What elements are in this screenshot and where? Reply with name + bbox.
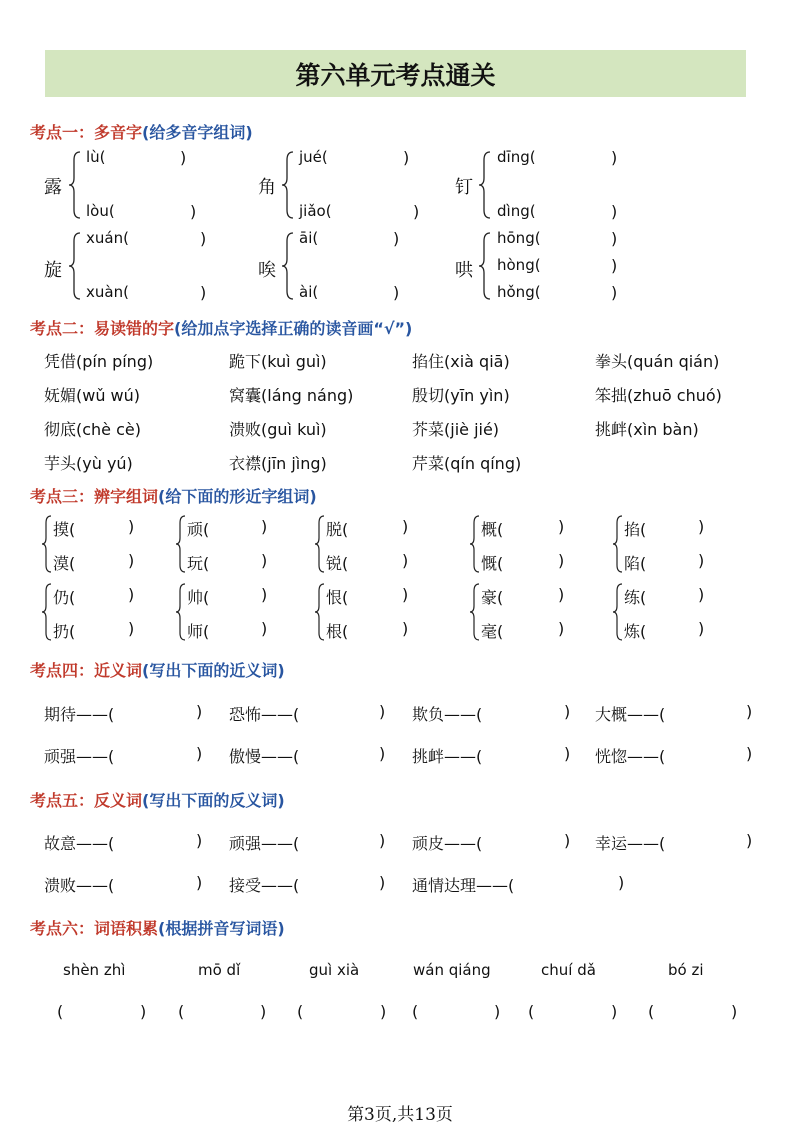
close-paren: ) xyxy=(261,517,268,536)
pronunciation-item: 妩媚(wǔ wú) xyxy=(44,386,141,405)
antonym-item: 幸运——( xyxy=(595,834,666,853)
close-paren: ) xyxy=(128,585,135,604)
close-paren: ) xyxy=(731,1002,738,1021)
close-paren: ) xyxy=(380,1002,387,1021)
section-instruction: (根据拼音写词语) xyxy=(158,919,285,938)
close-paren: ) xyxy=(413,202,420,221)
close-paren: ) xyxy=(379,702,386,721)
close-paren: ) xyxy=(379,831,386,850)
pronunciation-item: 芋头(yù yú) xyxy=(44,454,133,473)
pinyin-prompt: wán qiáng xyxy=(413,961,491,979)
brace-icon xyxy=(315,582,325,642)
page-footer: 第3页,共13页 xyxy=(347,1105,453,1125)
pronunciation-item: 挑衅(xìn bàn) xyxy=(595,420,699,439)
reading: hōng( xyxy=(497,229,541,247)
reading: xuán( xyxy=(86,229,129,247)
close-paren: ) xyxy=(402,517,409,536)
section-instruction: (写出下面的近义词) xyxy=(142,661,285,680)
pinyin-prompt: guì xià xyxy=(309,961,360,979)
pronunciation-item: 溃败(guì kuì) xyxy=(229,420,327,439)
section-label: 考点一：多音字 xyxy=(30,123,143,142)
section-instruction: (给加点字选择正确的读音画“√”) xyxy=(174,319,413,338)
close-paren: ) xyxy=(564,744,571,763)
close-paren: ) xyxy=(618,873,625,892)
pinyin-prompt: bó zi xyxy=(668,961,704,979)
close-paren: ) xyxy=(698,585,705,604)
section-1-heading xyxy=(30,120,253,143)
section-3-heading xyxy=(30,484,317,507)
answer-blank[interactable]: ( xyxy=(412,1002,419,1021)
brace-icon xyxy=(281,150,295,220)
similar-char: 摸( xyxy=(53,520,76,539)
brace-icon xyxy=(470,582,480,642)
similar-char: 豪( xyxy=(481,588,504,607)
pronunciation-item: 芥菜(jiè jié) xyxy=(412,420,500,439)
reading: hǒng( xyxy=(497,283,541,301)
page-title: 第六单元考点通关 xyxy=(295,60,496,90)
synonym-item: 恐怖——( xyxy=(229,705,300,724)
close-paren: ) xyxy=(698,517,705,536)
polyphone-char: 哄 xyxy=(455,260,473,281)
close-paren: ) xyxy=(196,873,203,892)
brace-icon xyxy=(176,582,186,642)
similar-char: 恨( xyxy=(326,588,349,607)
answer-blank[interactable]: ( xyxy=(297,1002,304,1021)
brace-icon xyxy=(470,514,480,574)
close-paren: ) xyxy=(611,148,618,167)
close-paren: ) xyxy=(261,585,268,604)
close-paren: ) xyxy=(379,744,386,763)
similar-char: 练( xyxy=(624,588,647,607)
antonym-item: 故意——( xyxy=(44,834,115,853)
section-2-heading xyxy=(30,316,412,339)
pinyin-prompt: chuí dǎ xyxy=(541,961,596,979)
antonym-item: 通情达理——( xyxy=(412,876,515,895)
brace-icon xyxy=(613,514,623,574)
section-label: 考点三：辨字组词 xyxy=(30,487,159,506)
close-paren: ) xyxy=(611,1002,618,1021)
close-paren: ) xyxy=(128,551,135,570)
close-paren: ) xyxy=(746,831,753,850)
antonym-item: 顽皮——( xyxy=(412,834,483,853)
pronunciation-item: 衣襟(jīn jìng) xyxy=(229,454,327,473)
synonym-item: 挑衅——( xyxy=(412,747,483,766)
close-paren: ) xyxy=(402,619,409,638)
pronunciation-item: 掐住(xià qiā) xyxy=(412,352,510,371)
brace-icon xyxy=(613,582,623,642)
similar-char: 锐( xyxy=(326,554,349,573)
answer-blank[interactable]: ( xyxy=(57,1002,64,1021)
similar-char: 陷( xyxy=(624,554,647,573)
similar-char: 顽( xyxy=(187,520,210,539)
similar-char: 毫( xyxy=(481,622,504,641)
pronunciation-item: 凭借(pín píng) xyxy=(44,352,154,371)
similar-char: 炼( xyxy=(624,622,647,641)
pronunciation-item: 拳头(quán qián) xyxy=(595,352,720,371)
similar-char: 概( xyxy=(481,520,504,539)
close-paren: ) xyxy=(558,585,565,604)
close-paren: ) xyxy=(558,517,565,536)
close-paren: ) xyxy=(261,551,268,570)
polyphone-char: 唉 xyxy=(258,260,276,281)
reading: ài( xyxy=(299,283,319,301)
answer-blank[interactable]: ( xyxy=(178,1002,185,1021)
brace-icon xyxy=(68,150,82,220)
antonym-item: 顽强——( xyxy=(229,834,300,853)
close-paren: ) xyxy=(558,551,565,570)
pronunciation-item: 殷切(yīn yìn) xyxy=(412,386,510,405)
reading: xuàn( xyxy=(86,283,129,301)
close-paren: ) xyxy=(196,831,203,850)
brace-icon xyxy=(478,231,492,301)
brace-icon xyxy=(42,582,52,642)
similar-char: 玩( xyxy=(187,554,210,573)
close-paren: ) xyxy=(403,148,410,167)
close-paren: ) xyxy=(698,619,705,638)
brace-icon xyxy=(478,150,492,220)
close-paren: ) xyxy=(494,1002,501,1021)
synonym-item: 傲慢——( xyxy=(229,747,300,766)
answer-blank[interactable]: ( xyxy=(648,1002,655,1021)
brace-icon xyxy=(176,514,186,574)
synonym-item: 大概——( xyxy=(595,705,666,724)
close-paren: ) xyxy=(611,229,618,248)
similar-char: 脱( xyxy=(326,520,349,539)
close-paren: ) xyxy=(200,229,207,248)
reading: dìng( xyxy=(497,202,536,220)
section-instruction: (给下面的形近字组词) xyxy=(158,487,317,506)
synonym-item: 顽强——( xyxy=(44,747,115,766)
pronunciation-item: 芹菜(qín qíng) xyxy=(412,454,522,473)
brace-icon xyxy=(42,514,52,574)
close-paren: ) xyxy=(140,1002,147,1021)
close-paren: ) xyxy=(611,256,618,275)
polyphone-char: 露 xyxy=(44,177,62,198)
section-4-heading xyxy=(30,658,285,681)
section-instruction: (写出下面的反义词) xyxy=(142,791,285,810)
similar-char: 慨( xyxy=(481,554,504,573)
section-label: 考点五：反义词 xyxy=(30,791,143,810)
pinyin-prompt: shèn zhì xyxy=(63,961,126,979)
close-paren: ) xyxy=(746,702,753,721)
synonym-item: 欺负——( xyxy=(412,705,483,724)
reading: hòng( xyxy=(497,256,541,274)
pinyin-prompt: mō dǐ xyxy=(198,961,241,979)
close-paren: ) xyxy=(260,1002,267,1021)
reading: jué( xyxy=(299,148,328,166)
polyphone-char: 角 xyxy=(258,177,276,198)
antonym-item: 接受——( xyxy=(229,876,300,895)
reading: jiǎo( xyxy=(299,202,332,220)
answer-blank[interactable]: ( xyxy=(528,1002,535,1021)
pronunciation-item: 彻底(chè cè) xyxy=(44,420,141,439)
close-paren: ) xyxy=(196,744,203,763)
close-paren: ) xyxy=(402,551,409,570)
close-paren: ) xyxy=(261,619,268,638)
synonym-item: 恍惚——( xyxy=(595,747,666,766)
section-5-heading xyxy=(30,788,285,811)
close-paren: ) xyxy=(611,283,618,302)
section-6-heading xyxy=(30,916,285,939)
reading: dīng( xyxy=(497,148,536,166)
close-paren: ) xyxy=(746,744,753,763)
reading: lù( xyxy=(86,148,106,166)
section-label: 考点二：易读错的字 xyxy=(30,319,175,338)
similar-char: 漠( xyxy=(53,554,76,573)
synonym-item: 期待——( xyxy=(44,705,115,724)
close-paren: ) xyxy=(190,202,197,221)
close-paren: ) xyxy=(558,619,565,638)
close-paren: ) xyxy=(196,702,203,721)
close-paren: ) xyxy=(379,873,386,892)
close-paren: ) xyxy=(393,283,400,302)
similar-char: 扔( xyxy=(53,622,76,641)
similar-char: 掐( xyxy=(624,520,647,539)
similar-char: 根( xyxy=(326,622,349,641)
close-paren: ) xyxy=(180,148,187,167)
reading: lòu( xyxy=(86,202,115,220)
brace-icon xyxy=(68,231,82,301)
close-paren: ) xyxy=(698,551,705,570)
pronunciation-item: 笨拙(zhuō chuó) xyxy=(595,386,722,405)
close-paren: ) xyxy=(564,831,571,850)
section-instruction: (给多音字组词) xyxy=(142,123,253,142)
section-label: 考点四：近义词 xyxy=(30,661,143,680)
similar-char: 帅( xyxy=(187,588,210,607)
brace-icon xyxy=(315,514,325,574)
title-banner xyxy=(45,50,746,97)
similar-char: 师( xyxy=(187,622,210,641)
polyphone-char: 钉 xyxy=(455,177,473,198)
pronunciation-item: 跪下(kuì guì) xyxy=(229,352,327,371)
close-paren: ) xyxy=(564,702,571,721)
close-paren: ) xyxy=(402,585,409,604)
antonym-item: 溃败——( xyxy=(44,876,115,895)
close-paren: ) xyxy=(200,283,207,302)
close-paren: ) xyxy=(393,229,400,248)
close-paren: ) xyxy=(128,619,135,638)
reading: āi( xyxy=(299,229,319,247)
close-paren: ) xyxy=(128,517,135,536)
similar-char: 仍( xyxy=(53,588,76,607)
close-paren: ) xyxy=(611,202,618,221)
section-label: 考点六：词语积累 xyxy=(30,919,159,938)
pronunciation-item: 窝囊(láng náng) xyxy=(229,386,354,405)
brace-icon xyxy=(281,231,295,301)
polyphone-char: 旋 xyxy=(44,260,62,281)
